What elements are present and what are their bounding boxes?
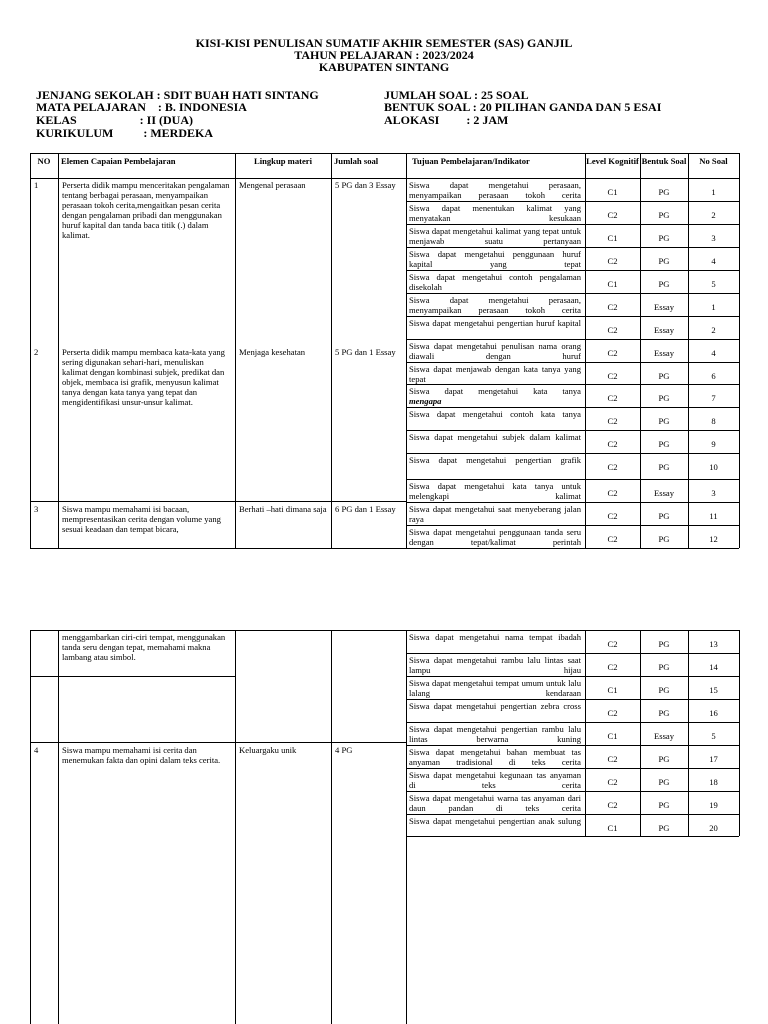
col-rule-p2-2 <box>235 630 236 1024</box>
no-soal: 5 <box>711 279 716 289</box>
indicator-text: Siswa dapat mengetahui pengertian grafik <box>409 455 581 465</box>
col-rule-p2-0 <box>30 630 31 1024</box>
header-level: Level Kognitif <box>586 156 639 166</box>
bentuk-soal: PG <box>658 823 670 833</box>
indicator-row-rule <box>406 502 739 503</box>
group-p2-elemen-rule <box>58 676 235 677</box>
indicator-text: Siswa dapat menjawab dengan kata tanya yang tepat <box>409 364 581 384</box>
header-no: NO <box>37 156 51 166</box>
bentuk-soal: Essay <box>653 488 675 498</box>
info-mapel: MATA PELAJARAN : B. INDONESIA <box>36 100 247 114</box>
indicator-text: Siswa dapat mengetahui subjek dalam kalimat <box>409 432 581 442</box>
info-kurikulum: KURIKULUM : MERDEKA <box>36 126 213 140</box>
bentuk-soal: Essay <box>653 325 675 335</box>
indicator-text: Siswa dapat mengetahui kata tanya untuk melengkapi kalimat <box>409 481 581 501</box>
bentuk-soal: PG <box>658 639 670 649</box>
group-no: 2 <box>34 347 39 357</box>
level-kognitif: C2 <box>607 210 618 220</box>
indicator-text: Siswa dapat mengetahui tempat umum untuk lalu lalang kendaraan <box>409 678 581 698</box>
level-kognitif: C2 <box>607 639 618 649</box>
level-kognitif: C2 <box>607 393 618 403</box>
no-soal: 4 <box>711 348 716 358</box>
no-soal: 17 <box>709 754 718 764</box>
bentuk-soal: PG <box>658 416 670 426</box>
indicator-row-rule <box>406 407 739 408</box>
indicator-row-rule <box>406 745 739 746</box>
indicator-row-rule <box>406 768 739 769</box>
bentuk-soal: PG <box>658 462 670 472</box>
indicator-text: Siswa dapat mengetahui penggunaan tanda seru dengan tepat/kalimat perintah <box>409 527 581 547</box>
bentuk-soal: PG <box>658 439 670 449</box>
group-lingkup: Menjaga kesehatan <box>239 347 306 357</box>
level-kognitif: C1 <box>607 279 618 289</box>
indicator-text: Siswa dapat mengetahui penulisan nama orang diawali dengan huruf <box>409 341 581 361</box>
indicator-row-rule <box>406 630 739 631</box>
info-jenjang: JENJANG SEKOLAH : SDIT BUAH HATI SINTANG <box>36 88 319 102</box>
col-rule-p2-4 <box>406 630 407 1024</box>
no-soal: 8 <box>711 416 716 426</box>
level-kognitif: C2 <box>607 708 618 718</box>
header-top-rule <box>30 153 739 154</box>
indicator-text: Siswa dapat mengetahui pengertian rambu lalu lintas berwarna kuning <box>409 724 581 744</box>
no-soal: 9 <box>711 439 716 449</box>
level-kognitif: C2 <box>607 462 618 472</box>
group-no: 4 <box>34 745 39 755</box>
info-alokasi: ALOKASI : 2 JAM <box>384 113 509 127</box>
indicator-row-rule <box>406 293 739 294</box>
level-kognitif: C2 <box>607 256 618 266</box>
level-kognitif: C2 <box>607 439 618 449</box>
indicator-row-rule <box>406 525 739 526</box>
bentuk-soal: PG <box>658 754 670 764</box>
no-soal: 5 <box>711 731 716 741</box>
level-kognitif: C1 <box>607 685 618 695</box>
indicator-text: Siswa dapat mengetahui perasaan, menyampaikan perasaan tokoh cerita <box>409 180 581 200</box>
bentuk-soal: PG <box>658 371 670 381</box>
level-kognitif: C1 <box>607 233 618 243</box>
col-rule-2 <box>235 153 236 548</box>
no-soal: 12 <box>709 534 718 544</box>
header-bentuk: Bentuk Soal <box>641 156 687 166</box>
bentuk-soal: PG <box>658 256 670 266</box>
indicator-row-rule <box>406 479 739 480</box>
group-no: 3 <box>34 504 39 514</box>
no-soal: 1 <box>711 187 716 197</box>
header-jumlah: Jumlah soal <box>334 156 379 166</box>
col-rule-p2-8 <box>739 630 740 836</box>
bentuk-soal: PG <box>658 511 670 521</box>
col-rule-4 <box>406 153 407 548</box>
indicator-text: Siswa dapat mengetahui kata tanya <box>409 386 581 396</box>
indicator-row-rule <box>406 722 739 723</box>
indicator-row-rule <box>406 178 739 179</box>
no-soal: 19 <box>709 800 718 810</box>
bentuk-soal: PG <box>658 777 670 787</box>
indicator-text: Siswa dapat mengetahui pengertian zebra cross <box>409 701 581 711</box>
bentuk-soal: Essay <box>653 348 675 358</box>
level-kognitif: C2 <box>607 777 618 787</box>
bentuk-soal: PG <box>658 662 670 672</box>
group-elemen: Perserta didik mampu membaca kata-kata yang sering digunakan sehari-hari, menuliskan kalimat dengan kombinasi subjek, predikat dan objek, membaca isi grafik, menyusun kalimat tanya dengan kata tanya yang tepat dan mengidentifikasi unsur-unsur kalimat. <box>62 347 225 407</box>
indicator-text: Siswa dapat mengetahui pengertian huruf kapital <box>409 318 581 328</box>
level-kognitif: C2 <box>607 371 618 381</box>
info-jumlah-soal: JUMLAH SOAL : 25 SOAL <box>384 88 529 102</box>
group-elemen: Perserta didik mampu menceritakan pengalaman tentang berbagai perasaan, menyampaikan perasaan tokoh cerita,mengaitkan pesan cerita dengan pengalaman pribadi dan menggunakan huruf kapital dan tanda baca titik (.) dalam kalimat. <box>62 180 230 240</box>
indicator-text: Siswa dapat mengetahui bahan membuat tas anyaman tradisional di teks cerita <box>409 747 581 767</box>
group4-top-rule <box>30 742 406 743</box>
group-no: 1 <box>34 180 39 190</box>
document-year: TAHUN PELAJARAN : 2023/2024 <box>294 48 474 62</box>
indicator-row-rule <box>406 339 739 340</box>
col-rule-3 <box>331 153 332 548</box>
no-soal: 18 <box>709 777 718 787</box>
no-soal: 10 <box>709 462 718 472</box>
group-jumlah: 6 PG dan 1 Essay <box>335 504 396 514</box>
indicator-row-rule <box>406 814 739 815</box>
group-jumlah: 5 PG dan 1 Essay <box>335 347 396 357</box>
indicator-text: Siswa dapat mengetahui contoh pengalaman disekolah <box>409 272 581 292</box>
level-kognitif: C2 <box>607 511 618 521</box>
group-lingkup: Mengenal perasaan <box>239 180 306 190</box>
page1-bottom-rule <box>30 548 739 549</box>
header-nosoal: No Soal <box>699 156 728 166</box>
level-kognitif: C2 <box>607 488 618 498</box>
indicator-text: Siswa dapat mengetahui saat menyeberang jalan raya <box>409 504 581 524</box>
level-kognitif: C2 <box>607 325 618 335</box>
level-kognitif: C2 <box>607 348 618 358</box>
col-rule-1 <box>58 153 59 548</box>
indicator-text: Siswa dapat menentukan kalimat yang menyatakan kesukaan <box>409 203 581 223</box>
bentuk-soal: PG <box>658 210 670 220</box>
bentuk-soal: PG <box>658 233 670 243</box>
group-elemen: Siswa mampu memahami isi cerita dan menemukan fakta dan opini dalam teks cerita. <box>62 745 221 765</box>
bentuk-soal: PG <box>658 279 670 289</box>
indicator-text-emphasis: mengapa <box>409 396 442 406</box>
indicator-text: Siswa dapat mengetahui rambu lalu lintas saat lampu hijau <box>409 655 581 675</box>
indicator-row-rule <box>406 316 739 317</box>
bentuk-soal: PG <box>658 393 670 403</box>
indicator-text: Siswa dapat mengetahui contoh kata tanya <box>409 409 581 419</box>
header-lingkup: Lingkup materi <box>253 156 313 166</box>
group-p2-no-rule <box>30 676 58 677</box>
indicator-text: Siswa dapat mengetahui kalimat yang tepat untuk menjawab suatu pertanyaan <box>409 226 581 246</box>
level-kognitif: C1 <box>607 187 618 197</box>
bentuk-soal: PG <box>658 708 670 718</box>
group-elemen: menggambarkan ciri-ciri tempat, menggunakan tanda seru dengan tepat, memahami makna lambang atau simbol. <box>62 632 226 662</box>
document-title: KISI-KISI PENULISAN SUMATIF AKHIR SEMESTER (SAS) GANJIL <box>195 36 573 50</box>
col-rule-8 <box>739 153 740 548</box>
group-jumlah: 5 PG dan 3 Essay <box>335 180 396 190</box>
level-kognitif: C2 <box>607 662 618 672</box>
indicator-text: Siswa dapat mengetahui penggunaan huruf kapital yang tepat <box>409 249 581 269</box>
group-lingkup: Berhati –hati dimana saja <box>239 504 327 514</box>
no-soal: 2 <box>711 210 716 220</box>
indicator-row-rule <box>406 384 739 385</box>
indicator-text: Siswa dapat mengetahui nama tempat ibadah <box>409 632 581 642</box>
bentuk-soal: PG <box>658 685 670 695</box>
level-kognitif: C2 <box>607 800 618 810</box>
level-kognitif: C2 <box>607 534 618 544</box>
bentuk-soal: PG <box>658 534 670 544</box>
group-lingkup: Keluargaku unik <box>239 745 297 755</box>
header-elemen: Elemen Capaian Pembelajaran <box>61 156 176 166</box>
indicator-row-rule <box>406 362 739 363</box>
indicator-text: Siswa dapat mengetahui kegunaan tas anyaman di teks cerita <box>409 770 581 790</box>
no-soal: 11 <box>709 511 718 521</box>
col-rule-p2-1 <box>58 630 59 1024</box>
indicator-text: Siswa dapat mengetahui perasaan, menyampaikan perasaan tokoh cerita <box>409 295 581 315</box>
header-tujuan: Tujuan Pembelajaran/Indikator <box>412 156 530 166</box>
no-soal: 2 <box>711 325 716 335</box>
level-kognitif: C1 <box>607 823 618 833</box>
group3-top-rule <box>30 501 406 502</box>
indicator-row-rule <box>406 247 739 248</box>
no-soal: 20 <box>709 823 718 833</box>
indicator-row-rule <box>406 430 739 431</box>
level-kognitif: C2 <box>607 416 618 426</box>
level-kognitif: C2 <box>607 754 618 764</box>
info-kelas: KELAS : II (DUA) <box>36 113 194 127</box>
indicator-last-rule <box>406 836 739 837</box>
no-soal: 1 <box>711 302 716 312</box>
info-bentuk-soal: BENTUK SOAL : 20 PILIHAN GANDA DAN 5 ESAI <box>384 100 662 114</box>
bentuk-soal: PG <box>658 800 670 810</box>
bentuk-soal: Essay <box>653 302 675 312</box>
level-kognitif: C1 <box>607 731 618 741</box>
no-soal: 6 <box>711 371 716 381</box>
indicator-row-rule <box>406 699 739 700</box>
document-region: KABUPATEN SINTANG <box>318 60 450 74</box>
indicator-row-rule <box>406 224 739 225</box>
group-jumlah: 4 PG <box>335 745 353 755</box>
no-soal: 7 <box>711 393 716 403</box>
col-rule-0 <box>30 153 31 548</box>
no-soal: 3 <box>711 488 716 498</box>
no-soal: 13 <box>709 639 718 649</box>
group-elemen: Siswa mampu memahami isi bacaan, mempresentasikan cerita dengan volume yang sesuai keadaan dan tempat bicara, <box>62 504 221 534</box>
no-soal: 15 <box>709 685 718 695</box>
indicator-row-rule <box>406 676 739 677</box>
no-soal: 16 <box>709 708 718 718</box>
indicator-row-rule <box>406 270 739 271</box>
no-soal: 4 <box>711 256 716 266</box>
no-soal: 3 <box>711 233 716 243</box>
indicator-text: Siswa dapat mengetahui pengertian anak sulung <box>409 816 581 826</box>
bentuk-soal: Essay <box>653 731 675 741</box>
no-soal: 14 <box>709 662 718 672</box>
col-rule-p2-3 <box>331 630 332 1024</box>
indicator-row-rule <box>406 653 739 654</box>
indicator-row-rule <box>406 453 739 454</box>
level-kognitif: C2 <box>607 302 618 312</box>
indicator-row-rule <box>406 791 739 792</box>
bentuk-soal: PG <box>658 187 670 197</box>
indicator-row-rule <box>406 201 739 202</box>
indicator-text: Siswa dapat mengetahui warna tas anyaman dari daun pandan di teks cerita <box>409 793 581 813</box>
